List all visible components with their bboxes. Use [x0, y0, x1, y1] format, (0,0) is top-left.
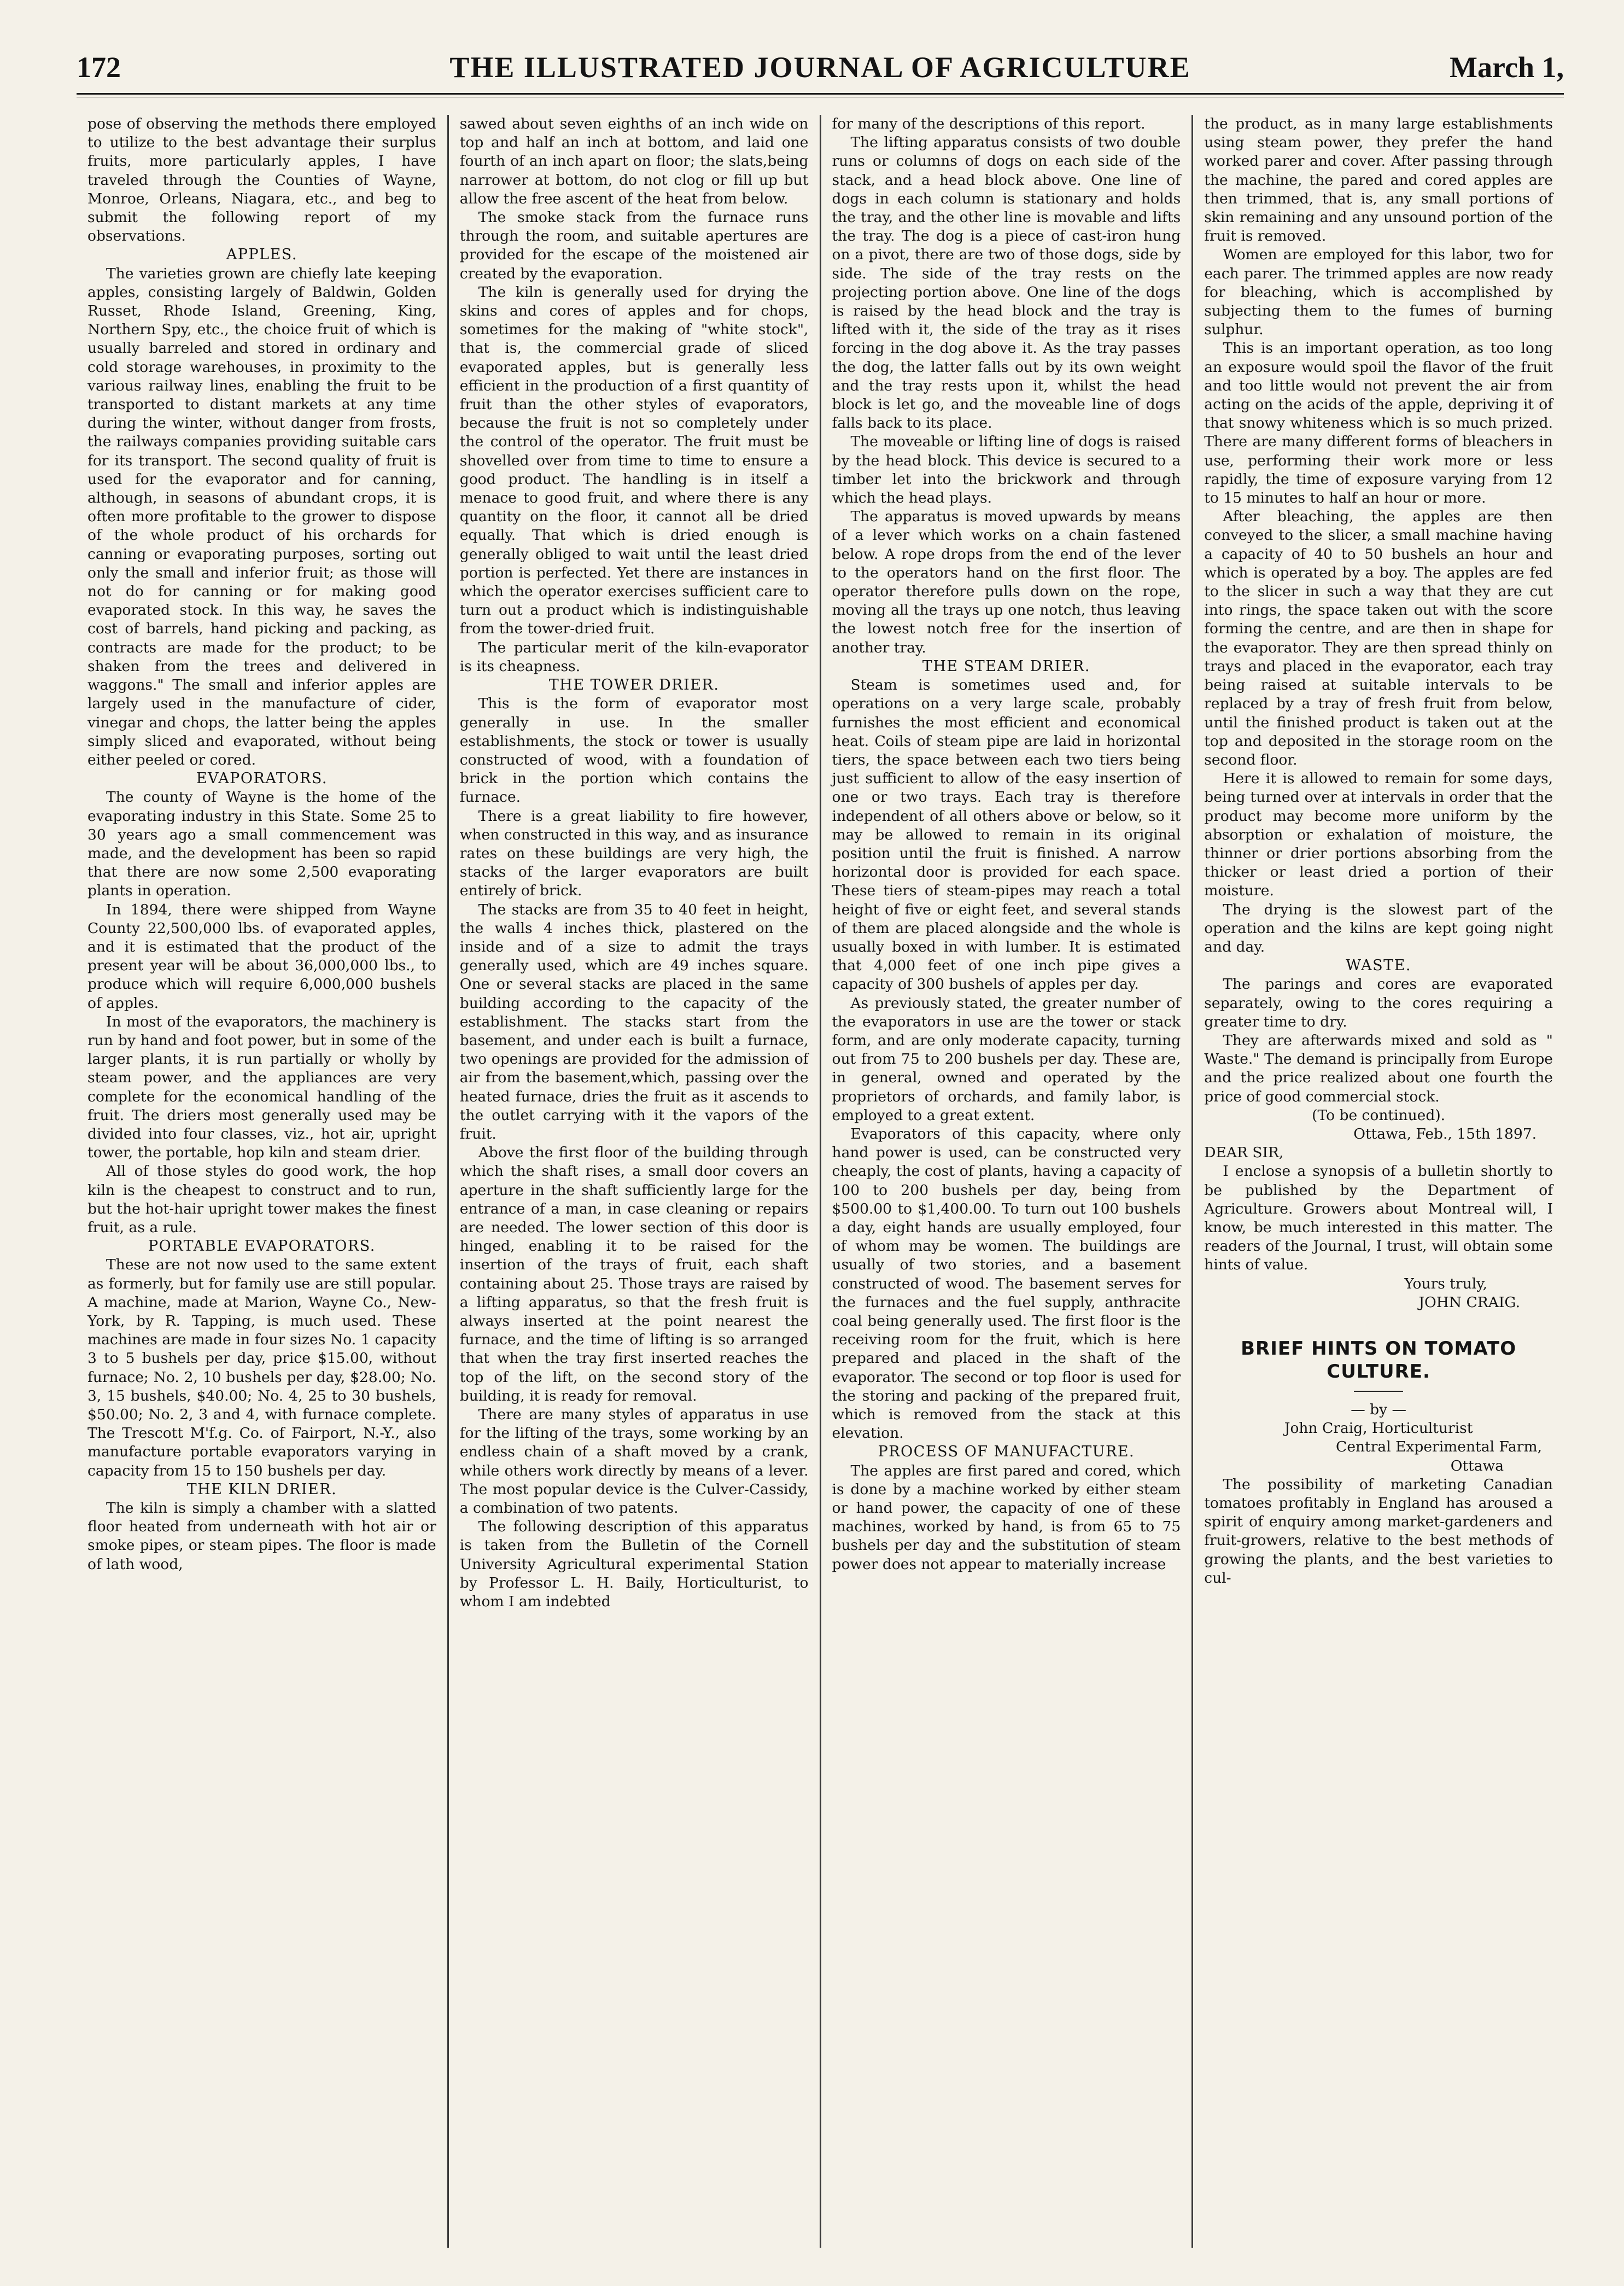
section-heading-portable-evaporators: PORTABLE EVAPORATORS. [148, 1238, 376, 1255]
paragraph: The apples are first pared and cored, which is done by a machine worked by either steam or hand power, the capacity of one of these machines, worked by hand, is from 65 to 75 bushels per day and the substitution of steam power does not appear to materially increase [832, 1462, 1181, 1573]
paragraph: The moveable or lifting line of dogs is raised by the head block. This device is secured to a timber let into the brickwork and through which the head plays. [832, 433, 1181, 507]
letter-signature: JOHN CRAIG. [1418, 1293, 1520, 1311]
paragraph: There is a great liability to fire however, when constructed in this way, and as insurance rates on these buildings are very high, the stacks of the larger evaporators are built entirely of brick. [459, 807, 809, 900]
paragraph: As previously stated, the greater number of the evaporators in use are the tower or stack form, and are only moderate capacity, turning out from 75 to 200 bushels per day. These are, in general, owned and operated by the proprietors of orchards, and family labor, is employed to a great extent. [832, 994, 1181, 1124]
title-rule [1354, 1391, 1403, 1392]
paragraph: The stacks are from 35 to 40 feet in height, the walls 4 inches thick, plastered on the inside and of a size to admit the trays generally used, which are 49 inches square. One or several stacks are placed in the same building according to the capacity of the establishment. The stacks start from the basement, and under each is built a furnace, two openings are provided for the admission of air from the basement,which, passing over the heated furnace, dries the fruit as it ascends to the outlet carrying with it the vapors of the fruit. [459, 901, 809, 1142]
paragraph: They are afterwards mixed and sold as " Waste." The demand is principally from Europe and the price realized about one fourth the price of good commercial stock. [1204, 1031, 1553, 1105]
letter-closing: Yours truly, [1404, 1275, 1487, 1292]
paragraph: In most of the evaporators, the machinery is run by hand and foot power, but in some of the larger plants, it is run partially or wholly by steam power, and the appliances are very complete for the economical handling of the fruit. The driers most generally used may be divided into four classes, viz., hot air, upright tower, the portable, hop kiln and steam drier. [87, 1013, 436, 1162]
paragraph: Above the first floor of the building through which the shaft rises, a small door covers an aperture in the shaft sufficiently large for the entrance of a man, in case cleaning or repairs are needed. The lower section of this door is hinged, enabling it to be raised for the insertion of the trays of fruit, each shaft containing about 25. Those trays are raised by a lifting apparatus, so that the fresh fruit is always inserted at the point nearest the furnace, and the time of lifting is so arranged that when the tray first inserted reaches the top of the lift, on the second story of the building, it is ready for removal. [459, 1144, 809, 1404]
paragraph: After bleaching, the apples are then conveyed to the slicer, a small machine having a capacity of 40 to 50 bushels an hour and which is operated by a boy. The apples are fed to the slicer in such a way that they are cut into rings, the space taken out with the score forming the centre, and are then in shape for the evaporator. They are then spread thinly on trays and placed in the evaporator, each tray being raised at suitable intervals to be replaced by a tray of fresh fruit from below, until the finished product is taken out at the top and deposited in the storage room on the second floor. [1204, 508, 1553, 768]
issue-date: March 1, [1450, 51, 1564, 84]
section-heading-process-of-manufacture: PROCESS OF MANUFACTURE. [878, 1443, 1135, 1461]
letter-date: Ottawa, Feb., 15th 1897. [1353, 1125, 1537, 1142]
section-heading-steam-drier: THE STEAM DRIER. [922, 657, 1090, 675]
paragraph: The county of Wayne is the home of the evaporating industry in this State. Some 25 to 30 years ago a small commencement was made, and the development has been so rapid that there are now some 2,500 evaporating plants in operation. [87, 789, 436, 900]
paragraph: There are many styles of apparatus in use for the lifting of the trays, some working by an endless chain of a shaft moved by a crank, while others work directly by means of a lever. The most popular device is the Culver-Cassidy, a combination of two patents. [459, 1406, 809, 1517]
column-2 [447, 115, 820, 2248]
paragraph: The smoke stack from the furnace runs through the room, and suitable apertures are provided for the escape of the moistened air created by the evaporation. [459, 209, 809, 282]
byline-author: John Craig, Horticulturist [1284, 1420, 1473, 1437]
column-1 [77, 115, 447, 2248]
paragraph: The kiln is generally used for drying the skins and cores of apples and for chops, sometimes for the making of "white stock", that is, the commercial grade of sliced evaporated apples, but is generally less efficient in the production of a first quantity of fruit than the other styles of evaporators, because the fruit is not so completely under the control of the operator. The fruit must be shovelled over from time to time to ensure a good product. The handling is in itself a menace to good fruit, and where there is any quantity on the floor, it cannot all be dried equally. That which is dried enough is generally obliged to wait until the least dried portion is perfected. Yet there are instances in which the operator exercises sufficient care to turn out a product which is indistinguishable from the tower-dried fruit. [459, 283, 809, 638]
section-heading-apples: APPLES. [226, 246, 297, 264]
paragraph: Steam is sometimes used and, for operations on a very large scale, probably furnishes the most efficient and economical heat. Coils of steam pipe are laid in horizontal tiers, the space between each two tiers being just sufficient to allow of the easy insertion of one or two trays. Each tray is therefore independent of all others above or below, so it may be allowed to remain in its original position until the fruit is finished. A narrow horizontal door is provided for each space. These tiers of steam-pipes may reach a total height of five or eight feet, and several stands of them are placed alongside and the whole is usually boxed in with lumber. It is estimated that 4,000 feet of one inch pipe gives a capacity of 300 bushels of apples per day. [832, 677, 1181, 993]
byline-affiliation: Central Experimental Farm, [1336, 1438, 1542, 1456]
paragraph: The parings and cores are evaporated separately, owing to the cores requiring a greater time to dry. [1204, 976, 1553, 1030]
column-4 [1191, 115, 1564, 2248]
paragraph: This is the form of evaporator most generally in use. In the smaller establishments, the stock or tower is usually constructed of wood, with a foundation of brick in the portion which contains the furnace. [459, 695, 809, 806]
section-heading-waste: WASTE. [1346, 957, 1411, 975]
byline-city: Ottawa [1450, 1457, 1504, 1474]
paragraph: The varieties grown are chiefly late keeping apples, consisting largely of Baldwin, Golden Russet, Rhode Island, Greening, King, Northern Spy, etc., the choice fruit of which is usually barreled and stored in ordinary and cold storage warehouses, in proximity to the various railway lines, enabling the fruit to be transported to distant markets at any time during the winter, without danger from frosts, the railways companies providing suitable cars for its transport. The second quality of fruit is used for the evaporator and for canning, although, in seasons of abundant crops, it is often more profitable to the grower to dispose of the whole product of his orchards for canning or evaporating purposes, sorting out only the small and inferior fruit; as those will not do for canning or for making good evaporated stock. In this way, he saves the cost of barrels, hand picking and packing, as contracts are made for the product; to be shaken from the trees and delivered in waggons." The small and inferior apples are largely used in the manufacture of cider, vinegar and chops, the latter being the apples simply sliced and evaporated, without being either peeled or cored. [87, 265, 436, 768]
paragraph: The lifting apparatus consists of two double runs or columns of dogs on each side of the stack, and a head block above. One line of dogs in each column is stationary and holds the tray, and the other line is movable and lifts the tray. The dog is a piece of cast-iron hung on a pivot, there are two of those dogs, side by side. The side of the tray rests on the projecting portion above. One line of the dogs is raised by the head block and the tray is lifted with it, the side of the tray as it rises forcing in the dog above it. As the tray passes the dog, the latter falls out by its own weight and the tray rests upon it, whilst the head block is let go, and the moveable line of dogs falls back to its place. [832, 134, 1181, 432]
continued-note: (To be continued). [1312, 1106, 1446, 1124]
section-heading-evaporators: EVAPORATORS. [196, 770, 328, 788]
header-rule [77, 93, 1564, 97]
paragraph: In 1894, there were shipped from Wayne County 22,500,000 lbs. of evaporated apples, and it is estimated that the product of the present year will be about 36,000,000 lbs., to produce which will require 6,000,000 bushels of apples. [87, 901, 436, 1012]
journal-title: THE ILLUSTRATED JOURNAL OF AGRICULTURE [449, 51, 1191, 84]
paragraph: All of those styles do good work, the hop kiln is the cheapest to construct and to run, but the hot-hair upright tower makes the finest fruit, as a rule. [87, 1163, 436, 1236]
paragraph: the product, as in many large establishments using steam power, they prefer the hand worked parer and cover. After passing through the machine, the pared and cored apples are then trimmed, that is, any small portions of skin remaining and any unsound portion of the fruit is removed. [1204, 115, 1553, 245]
paragraph: The kiln is simply a chamber with a slatted floor heated from underneath with hot air or smoke pipes, or steam pipes. The floor is made of lath wood, [87, 1500, 436, 1573]
paragraph: The apparatus is moved upwards by means of a lever which works on a chain fastened below. A rope drops from the end of the lever to the operators hand on the first floor. The operator therefore pulls down on the rope, moving all the trays up one notch, thus leaving the lowest notch free for the insertion of another tray. [832, 508, 1181, 656]
paragraph: for many of the descriptions of this report. [832, 115, 1146, 132]
paragraph: Women are employed for this labor, two for each parer. The trimmed apples are now ready for bleaching, which is accomplished by subjecting them to the fumes of burning sulphur. [1204, 246, 1553, 339]
section-heading-tower-drier: THE TOWER DRIER. [548, 677, 720, 694]
article-columns [77, 115, 1564, 2248]
column-3 [820, 115, 1192, 2248]
paragraph: The possibility of marketing Canadian tomatoes profitably in England has aroused a spirit of enquiry among market-gardeners and fruit-growers, relative to the best methods of growing the plants, and the best varieties to cul- [1204, 1476, 1553, 1587]
byline-by: — by — [1351, 1401, 1407, 1418]
section-heading-kiln-drier: THE KILN DRIER. [186, 1480, 337, 1498]
article-title-tomato-culture: BRIEF HINTS ON TOMATO CULTURE. [1241, 1338, 1517, 1383]
letter-salutation: DEAR SIR, [1204, 1144, 1284, 1162]
paragraph: The following description of this apparatus is taken from the Bulletin of the Cornell University Agricultural experimental Station by Professor L. H. Baily, Horticulturist, to whom I am indebted [459, 1518, 809, 1611]
paragraph: The particular merit of the kiln-evaporator is its cheapness. [459, 639, 809, 675]
paragraph: Evaporators of this capacity, where only hand power is used, can be constructed very cheaply, the cost of plants, having a capacity of 100 to 200 bushels per day, being from $500.00 to $1,400.00. To turn out 100 bushels a day, eight hands are usually employed, four of whom may be women. The buildings are usually of two stories, and a basement constructed of wood. The basement serves for the furnaces and the fuel supply, anthracite coal being generally used. The first floor is the receiving room for the fruit, which is here prepared and placed in the shaft of the evaporator. The second or top floor is used for the storing and packing of the prepared fruit, which is removed from the stack at this elevation. [832, 1125, 1181, 1442]
paragraph: These are not now used to the same extent as formerly, but for family use are still popular. A machine, made at Marion, Wayne Co., New-York, by R. Tapping, is much used. These machines are made in four sizes No. 1 capacity 3 to 5 bushels per day, price $15.00, without furnace; No. 2, 10 bushels per day, $28.00; No. 3, 15 bushels, $40.00; No. 4, 25 to 30 bushels, $50.00; No. 2, 3 and 4, with furnace complete. The Trescott M'f.g. Co. of Fairport, N.-Y., also manufacture portable evaporators varying in capacity from 15 to 150 bushels per day. [87, 1256, 436, 1479]
paragraph: pose of observing the methods there employed to utilize to the best advantage their surplus fruits, more particularly apples, I have traveled through the Counties of Wayne, Monroe, Orleans, Niagara, etc., and beg to submit the following report of my observations. [87, 115, 436, 245]
paragraph: This is an important operation, as too long an exposure would spoil the flavor of the fruit and too little would not prevent the air from acting on the acids of the apple, depriving it of that snowy whiteness which is so much prized. There are many different forms of bleachers in use, performing their work more or less rapidly, the time of exposure varying from 12 to 15 minutes to half an hour or more. [1204, 340, 1553, 507]
page-header [77, 50, 1564, 89]
page-number: 172 [77, 51, 121, 84]
paragraph: The drying is the slowest part of the operation and the kilns are kept going night and day. [1204, 901, 1553, 955]
paragraph: I enclose a synopsis of a bulletin shortly to be published by the Department of Agriculture. Growers about Montreal will, I know, be much interested in this matter. The readers of the Journal, I trust, will obtain some hints of value. [1204, 1163, 1553, 1274]
paragraph: Here it is allowed to remain for some days, being turned over at intervals in order that the product may become more uniform by the absorption or exhalation of moisture, the thinner or drier portions absorbing from the thicker or least dried a portion of their moisture. [1204, 770, 1553, 900]
paragraph: sawed about seven eighths of an inch wide on top and half an inch at bottom, and laid one fourth of an inch apart on floor; the slats,being narrower at bottom, do not clog or fill up but allow the free ascent of the heat from below. [459, 115, 809, 207]
